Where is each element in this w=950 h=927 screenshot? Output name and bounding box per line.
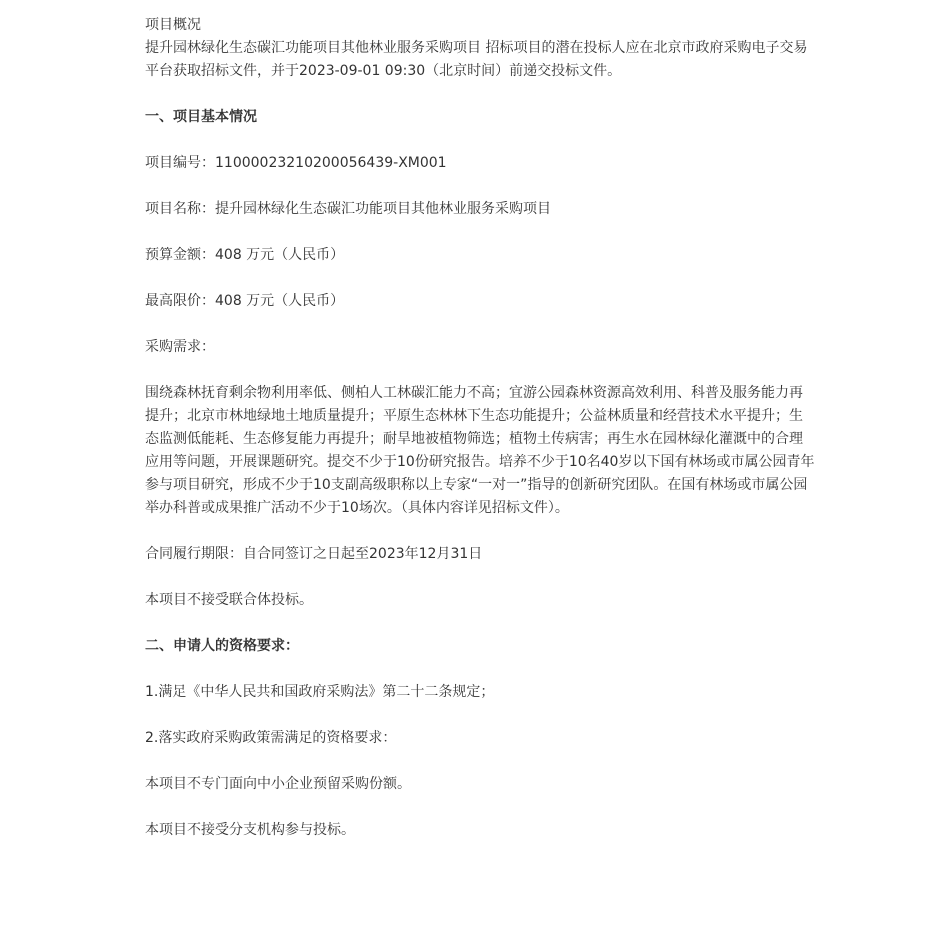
contract-period: 合同履行期限：自合同签订之日起至2023年12月31日: [145, 546, 483, 562]
overview-body: 提升园林绿化生态碳汇功能项目其他林业服务采购项目 招标项目的潜在投标人应在北京市政府采购电子交易平台获取招标文件，并于2023-09-01 09:30（北京时间）前递交投标文件。: [145, 40, 808, 79]
branch-note: 本项目不接受分支机构参与投标。: [145, 822, 355, 838]
qualification-item-1: 1.满足《中华人民共和国政府采购法》第二十二条规定；: [145, 684, 495, 700]
requirements-label: 采购需求：: [145, 339, 215, 355]
project-number: 项目编号：11000023210200056439-XM001: [145, 155, 447, 171]
max-price: 最高限价：408 万元（人民币）: [145, 293, 345, 309]
project-name: 项目名称：提升园林绿化生态碳汇功能项目其他林业服务采购项目: [145, 201, 551, 217]
no-consortium-note: 本项目不接受联合体投标。: [145, 592, 313, 608]
sme-note: 本项目不专门面向中小企业预留采购份额。: [145, 776, 411, 792]
section1-heading: 一、项目基本情况: [145, 109, 257, 125]
budget-amount: 预算金额：408 万元（人民币）: [145, 247, 345, 263]
requirements-body: 围绕森林抚育剩余物利用率低、侧柏人工林碳汇能力不高；宜游公园森林资源高效利用、科普及服务能力再提升；北京市林地绿地土地质量提升；平原生态林林下生态功能提升；公益林质量和经营技术水平提升；生态监测低能耗、生态修复能力再提升；耐旱地被植物筛选；植物土传病害；再生水在园林绿化灌溉中的合理应用等问题，开展课题研究。提交不少于10份研究报告。培养不少于10名40岁以下国有林场或市属公园青年参与项目研究，形成不少于10支副高级职称以上专家“一对一”指导的创新研究团队。在国有林场或市属公园举办科普或成果推广活动不少于10场次。（具体内容详见招标文件）。: [145, 385, 815, 516]
qualification-item-2: 2.落实政府采购政策需满足的资格要求：: [145, 730, 397, 746]
announcement-content: [145, 14, 815, 865]
section2-heading: 二、申请人的资格要求：: [145, 638, 299, 654]
overview-title: 项目概况: [145, 17, 201, 33]
